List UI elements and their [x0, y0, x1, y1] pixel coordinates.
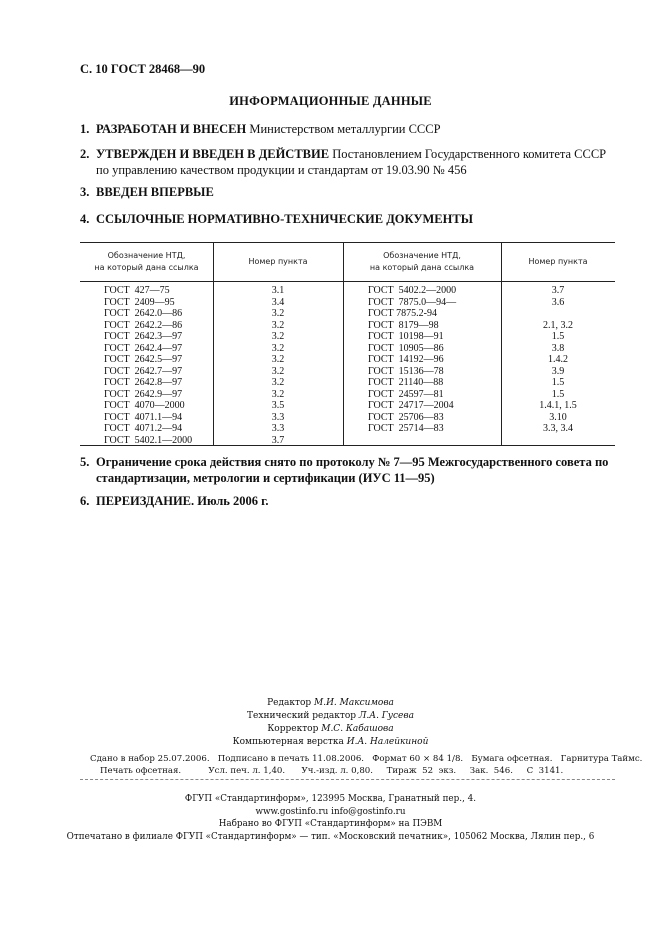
- credit-name: М.И. Максимова: [314, 698, 394, 708]
- right-designation-column: [368, 285, 501, 435]
- table-cell-item: 1.5: [551, 388, 565, 400]
- table-cell-designation: ГОСТ 2642.5—97: [104, 354, 183, 365]
- table-cell-item: 3.2: [271, 319, 285, 331]
- column-header-item: Номер пункта: [528, 257, 588, 266]
- table-cell-designation: ГОСТ 25706—83: [368, 411, 444, 423]
- section-text: Министерством металлургии СССР: [246, 122, 441, 136]
- publisher-info: [0, 793, 661, 843]
- table-cell-item: 3.7: [551, 285, 565, 296]
- section-number: 3.: [80, 185, 90, 199]
- section-3: [80, 184, 620, 200]
- table-cell-designation: ГОСТ 2642.7—97: [104, 365, 183, 377]
- section-4: [80, 211, 620, 227]
- table-cell-item: 3.1: [271, 285, 285, 296]
- column-header-item: Номер пункта: [248, 257, 308, 266]
- header-line: Обозначение НТД,: [383, 251, 461, 260]
- table-cell-item: 3.2: [271, 377, 285, 388]
- credit-name: Л.А. Гусева: [358, 711, 414, 721]
- print-info-line: Сдано в набор 25.07.2006. Подписано в печать 11.08.2006. Формат 60 × 84 1/8. Бумага офсетная. Гарнитура Таймс.: [90, 754, 643, 764]
- section-number: 6.: [80, 494, 90, 508]
- section-5: [80, 454, 620, 486]
- section-bold: ВВЕДЕН ВПЕРВЫЕ: [96, 185, 214, 199]
- section-number: 1.: [80, 122, 90, 136]
- page-header: С. 10 ГОСТ 28468—90: [80, 62, 206, 76]
- credit-label: Технический редактор: [247, 711, 359, 721]
- header-line: Обозначение НТД,: [107, 251, 186, 260]
- table-cell-item: 3.9: [551, 365, 565, 377]
- right-item-column: [501, 285, 615, 435]
- column-header-designation: [80, 250, 213, 274]
- publisher-line: Отпечатано в филиале ФГУП «Стандартинформ» — тип. «Московский печатник», 105062 Москва, Лялин пер., 6: [66, 831, 595, 842]
- table-cell-designation: ГОСТ 2642.2—86: [104, 319, 183, 331]
- credit-editor: [0, 697, 661, 710]
- table-cell-item: 3.10: [549, 411, 567, 423]
- header-line: на который дана ссылка: [369, 263, 475, 272]
- publisher-line: Набрано во ФГУП «Стандартинформ» на ПЭВМ: [218, 819, 443, 829]
- table-cell-designation: ГОСТ 25714—83: [368, 423, 444, 434]
- table-cell-designation: ГОСТ 2642.8—97: [104, 377, 183, 388]
- section-6: [80, 493, 620, 509]
- table-cell-item: 3.3: [271, 423, 285, 434]
- table-cell-designation: ГОСТ 2642.9—97: [104, 388, 183, 400]
- credit-corrector: [0, 723, 661, 736]
- credit-label: Компьютерная верстка: [232, 737, 347, 747]
- section-bold: РАЗРАБОТАН И ВНЕСЕН: [96, 122, 247, 136]
- table-cell-designation: ГОСТ 10198—91: [368, 331, 444, 342]
- table-cell-item: 3.2: [271, 388, 285, 400]
- left-designation-column: [104, 285, 213, 446]
- table-cell-item: 3.8: [551, 342, 565, 354]
- table-cell-designation: ГОСТ 7875.2-94: [368, 308, 437, 319]
- table-cell-item: 3.3, 3.4: [543, 423, 573, 434]
- table-cell-item: 3.2: [271, 354, 285, 365]
- publisher-line: www.gostinfo.ru info@gostinfo.ru: [255, 806, 406, 817]
- table-header-rule: [80, 281, 615, 282]
- section-bold: ССЫЛОЧНЫЕ НОРМАТИВНО-ТЕХНИЧЕСКИЕ ДОКУМЕНТЫ: [96, 212, 473, 226]
- table-cell-designation: ГОСТ 2642.4—97: [104, 342, 183, 354]
- table-cell-designation: ГОСТ 5402.2—2000: [368, 285, 457, 296]
- section-bold: УТВЕРЖДЕН И ВВЕДЕН В ДЕЙСТВИЕ: [96, 147, 330, 161]
- print-info-line: Печать офсетная. Усл. печ. л. 1,40. Уч.-изд. л. 0,80. Тираж 52 экз. Зак. 546. С 3141.: [100, 766, 564, 776]
- table-cell-designation: ГОСТ 4071.1—94: [104, 411, 183, 423]
- page-title: ИНФОРМАЦИОННЫЕ ДАННЫЕ: [229, 94, 432, 108]
- table-cell-item: 2.1, 3.2: [543, 319, 573, 331]
- section-text: Июль 2006 г.: [194, 494, 269, 508]
- table-cell-item: [501, 308, 615, 320]
- credit-label: Редактор: [267, 698, 314, 708]
- table-cell-item: 3.2: [271, 308, 285, 319]
- table-cell-item: 1.4.2: [548, 354, 568, 365]
- table-cell-item: 3.6: [551, 296, 565, 308]
- table-cell-item: 1.5: [551, 377, 565, 388]
- table-cell-item: 3.2: [271, 342, 285, 354]
- table-cell-designation: ГОСТ 14192—96: [368, 354, 444, 365]
- table-cell-designation: ГОСТ 7875.0—94—: [368, 296, 457, 308]
- credit-name: И.А. Налейкиной: [346, 737, 429, 747]
- table-cell-designation: ГОСТ 2409—95: [104, 296, 175, 308]
- section-number: 5.: [80, 455, 90, 469]
- table-cell-designation: ГОСТ 2642.0—86: [104, 308, 183, 319]
- section-text: Ограничение срока действия снято по протоколу № 7—95 Межгосударственного совета по стандартизации, метрологии и сертификации (ИУС 11—95): [96, 455, 609, 485]
- table-cell-item: 3.7: [271, 434, 285, 446]
- credit-label: Корректор: [267, 724, 322, 734]
- table-cell-designation: ГОСТ 21140—88: [368, 377, 444, 388]
- table-cell-item: 3.4: [271, 296, 285, 308]
- table-cell-item: 3.2: [271, 365, 285, 377]
- table-cell-designation: ГОСТ 2642.3—97: [104, 331, 183, 342]
- left-item-column: [213, 285, 343, 446]
- section-number: 2.: [80, 147, 90, 161]
- section-number: 4.: [80, 212, 90, 226]
- credit-tech-editor: [0, 710, 661, 723]
- table-cell-designation: ГОСТ 8179—98: [368, 319, 439, 331]
- references-table: [80, 242, 615, 446]
- table-cell-designation: ГОСТ 15136—78: [368, 365, 444, 377]
- credit-layout: [0, 736, 661, 749]
- table-cell-item: 3.3: [271, 411, 285, 423]
- column-header-designation: [343, 250, 501, 274]
- credit-name: М.С. Кабашова: [321, 724, 394, 734]
- section-2: [80, 146, 620, 178]
- header-line: на который дана ссылка: [94, 263, 199, 272]
- table-cell-designation: ГОСТ 5402.1—2000: [104, 434, 193, 446]
- table-cell-designation: ГОСТ 24717—2004: [368, 400, 454, 411]
- section-text: Постановлением Государственного комитета СССР по управлению качеством продукции и стандартам от 19.03.90 № 456: [96, 147, 607, 177]
- editorial-credits: [0, 697, 661, 749]
- table-cell-item: 3.5: [271, 400, 285, 411]
- table-cell-designation: ГОСТ 24597—81: [368, 388, 444, 400]
- table-cell-item: 3.2: [271, 331, 285, 342]
- table-cell-designation: ГОСТ 427—75: [104, 285, 170, 296]
- table-cell-item: 1.4.1, 1.5: [539, 400, 577, 411]
- section-1: [80, 121, 620, 137]
- table-cell-designation: ГОСТ 10905—86: [368, 342, 444, 354]
- publisher-line: ФГУП «Стандартинформ», 123995 Москва, Гранатный пер., 4.: [184, 794, 477, 804]
- table-cell-item: 1.5: [551, 331, 565, 342]
- divider: [80, 779, 615, 780]
- table-cell-designation: ГОСТ 4071.2—94: [104, 423, 183, 434]
- section-bold: ПЕРЕИЗДАНИЕ.: [96, 494, 195, 508]
- table-cell-designation: ГОСТ 4070—2000: [104, 400, 185, 411]
